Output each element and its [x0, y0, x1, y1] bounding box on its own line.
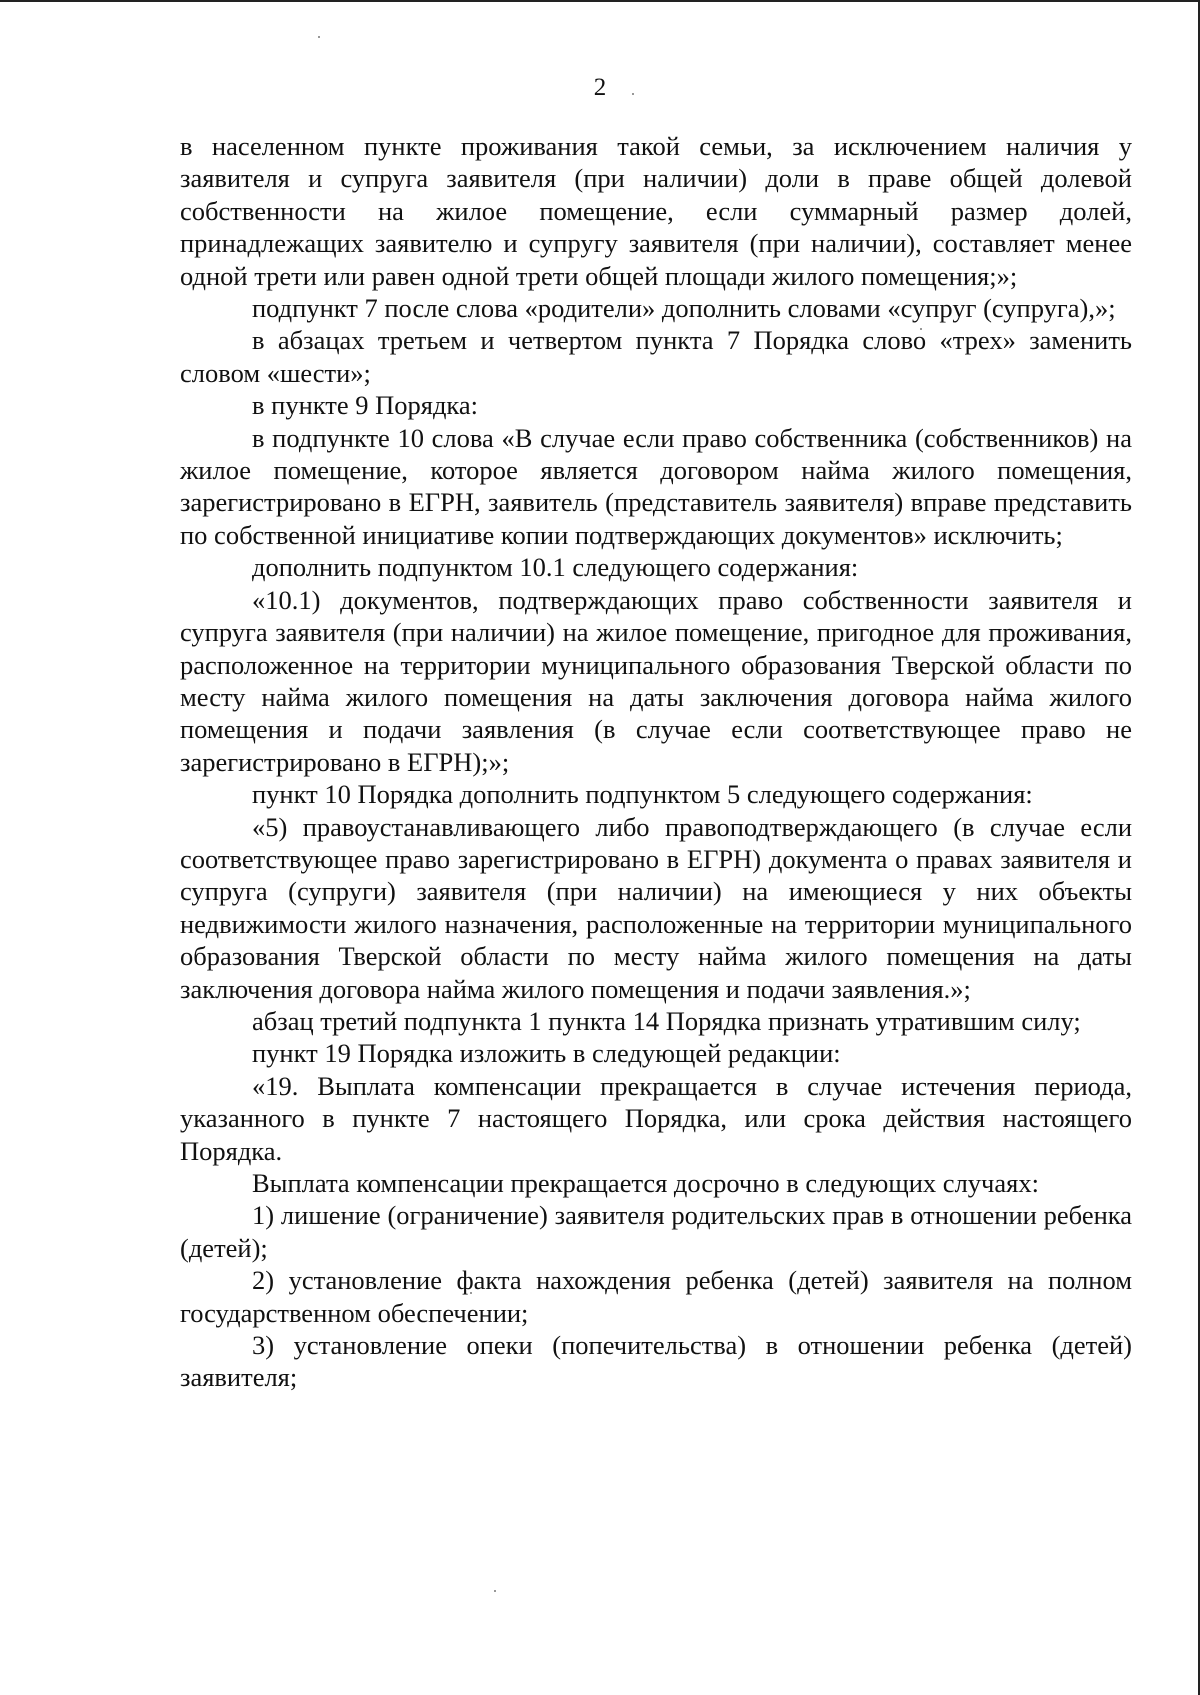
paragraph: 3) установление опеки (попечительства) в отношении ребенка (детей) заявителя; [180, 1330, 1132, 1393]
document-body [180, 130, 1132, 1394]
paragraph: «5) правоустанавливающего либо правоподтверждающего (в случае если соответствующее право зарегистрировано в ЕГРН) документа о правах заявителя и супруга (супруги) заявителя (при наличии) на имеющиеся у них объекты недвижимости жилого назначения, расположенные на территории муниципального образования Тверской области по месту найма жилого помещения на даты заключения договора найма жилого помещения и подачи заявления.»; [180, 811, 1132, 1004]
scan-speck [494, 1590, 496, 1592]
paragraph: «19. Выплата компенсации прекращается в случае истечения периода, указанного в пункте 7 настоящего Порядка, или срока действия настоящего Порядка. [180, 1070, 1132, 1166]
paragraph: пункт 10 Порядка дополнить подпунктом 5 следующего содержания: [252, 779, 1033, 810]
paragraph: в населенном пункте проживания такой семьи, за исключением наличия у заявителя и супруга заявителя (при наличии) доли в праве общей долевой собственности на жилое помещение, если суммарный размер долей, принадлежащих заявителю и супругу заявителя (при наличии), составляет менее одной трети или равен одной трети общей площади жилого помещения;»; [180, 131, 1132, 291]
scan-edge-top [0, 0, 1200, 2]
paragraph: подпункт 7 после слова «родители» дополнить словами «супруг (супруга),»; [252, 293, 1116, 324]
paragraph: 1) лишение (ограничение) заявителя родительских прав в отношении ребенка (детей); [180, 1200, 1132, 1263]
paragraph: абзац третий подпункта 1 пункта 14 Порядка признать утратившим силу; [252, 1005, 1081, 1036]
paragraph: 2) установление факта нахождения ребенка (детей) заявителя на полном государственном обеспечении; [180, 1265, 1132, 1328]
paragraph: в пункте 9 Порядка: [252, 390, 479, 421]
paragraph: пункт 19 Порядка изложить в следующей редакции: [252, 1038, 841, 1069]
paragraph: в подпункте 10 слова «В случае если право собственника (собственников) на жилое помещение, которое является договором найма жилого помещения, зарегистрировано в ЕГРН, заявитель (представитель заявителя) вправе представить по собственной инициативе копии подтверждающих документов» исключить; [180, 422, 1132, 550]
scan-speck [318, 36, 320, 38]
paragraph: в абзацах третьем и четвертом пункта 7 Порядка слово «трех» заменить словом «шести»; [180, 325, 1132, 388]
page-number: 2 [593, 74, 607, 101]
paragraph: дополнить подпунктом 10.1 следующего содержания: [252, 552, 859, 583]
paragraph: Выплата компенсации прекращается досрочно в следующих случаях: [252, 1168, 1039, 1198]
paragraph: «10.1) документов, подтверждающих право собственности заявителя и супруга заявителя (при наличии) на жилое помещение, пригодное для проживания, расположенное на территории муниципального образования Тверской области по месту найма жилого помещения на даты заключения договора найма жилого помещения и подачи заявления (в случае если соответствующее право не зарегистрировано в ЕГРН);»; [180, 584, 1132, 777]
